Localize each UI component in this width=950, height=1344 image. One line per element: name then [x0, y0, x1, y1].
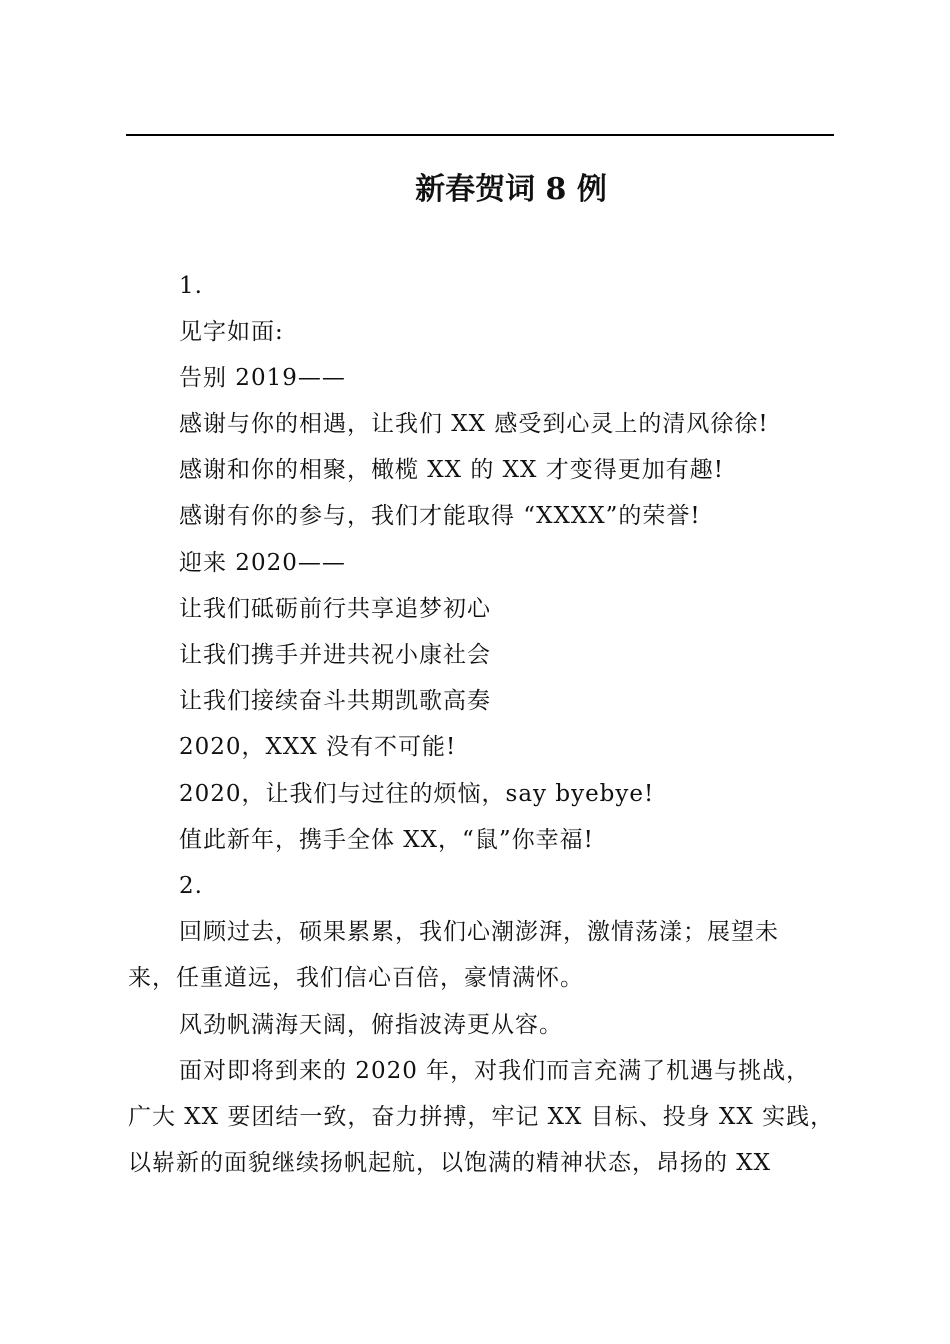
body-line: 迎来 2020—— [179, 550, 346, 576]
body-line: 让我们砥砺前行共享追梦初心 [179, 596, 491, 622]
body-line: 感谢和你的相聚，橄榄 XX 的 XX 才变得更加有趣! [179, 457, 724, 483]
body-line: 2020，让我们与过往的烦恼，say byebye! [179, 781, 655, 807]
paragraph-line: 回顾过去，硕果累累，我们心潮澎湃，激情荡漾；展望未 [179, 919, 779, 945]
body-line: 让我们接续奋斗共期凯歌高奏 [179, 688, 491, 714]
body-line: 感谢与你的相遇，让我们 XX 感受到心灵上的清风徐徐! [179, 411, 769, 437]
body-line: 值此新年，携手全体 XX，“鼠”你幸福! [179, 827, 594, 853]
body-line: 2020，XXX 没有不可能! [179, 734, 457, 760]
paragraph-line: 来，任重道远，我们信心百倍，豪情满怀。 [128, 965, 584, 991]
body-line: 感谢有你的参与，我们才能取得 “XXXX”的荣誉! [179, 503, 701, 529]
section-number: 2. [179, 873, 203, 899]
paragraph-line: 风劲帆满海天阔，俯指波涛更从容。 [179, 1012, 563, 1038]
paragraph-line: 广大 XX 要团结一致，奋力拼搏，牢记 XX 目标、投身 XX 实践， [128, 1104, 835, 1130]
body-line: 告别 2019—— [179, 365, 346, 391]
body-line: 让我们携手并进共祝小康社会 [179, 642, 491, 668]
paragraph-line: 面对即将到来的 2020 年，对我们而言充满了机遇与挑战， [179, 1058, 811, 1084]
section-number: 1. [179, 273, 203, 299]
paragraph-line: 以崭新的面貌继续扬帆起航，以饱满的精神状态，昂扬的 XX [128, 1150, 772, 1176]
page-title: 新春贺词 8 例 [415, 172, 607, 207]
body-line: 见字如面: [179, 319, 284, 345]
header-rule [126, 134, 834, 136]
